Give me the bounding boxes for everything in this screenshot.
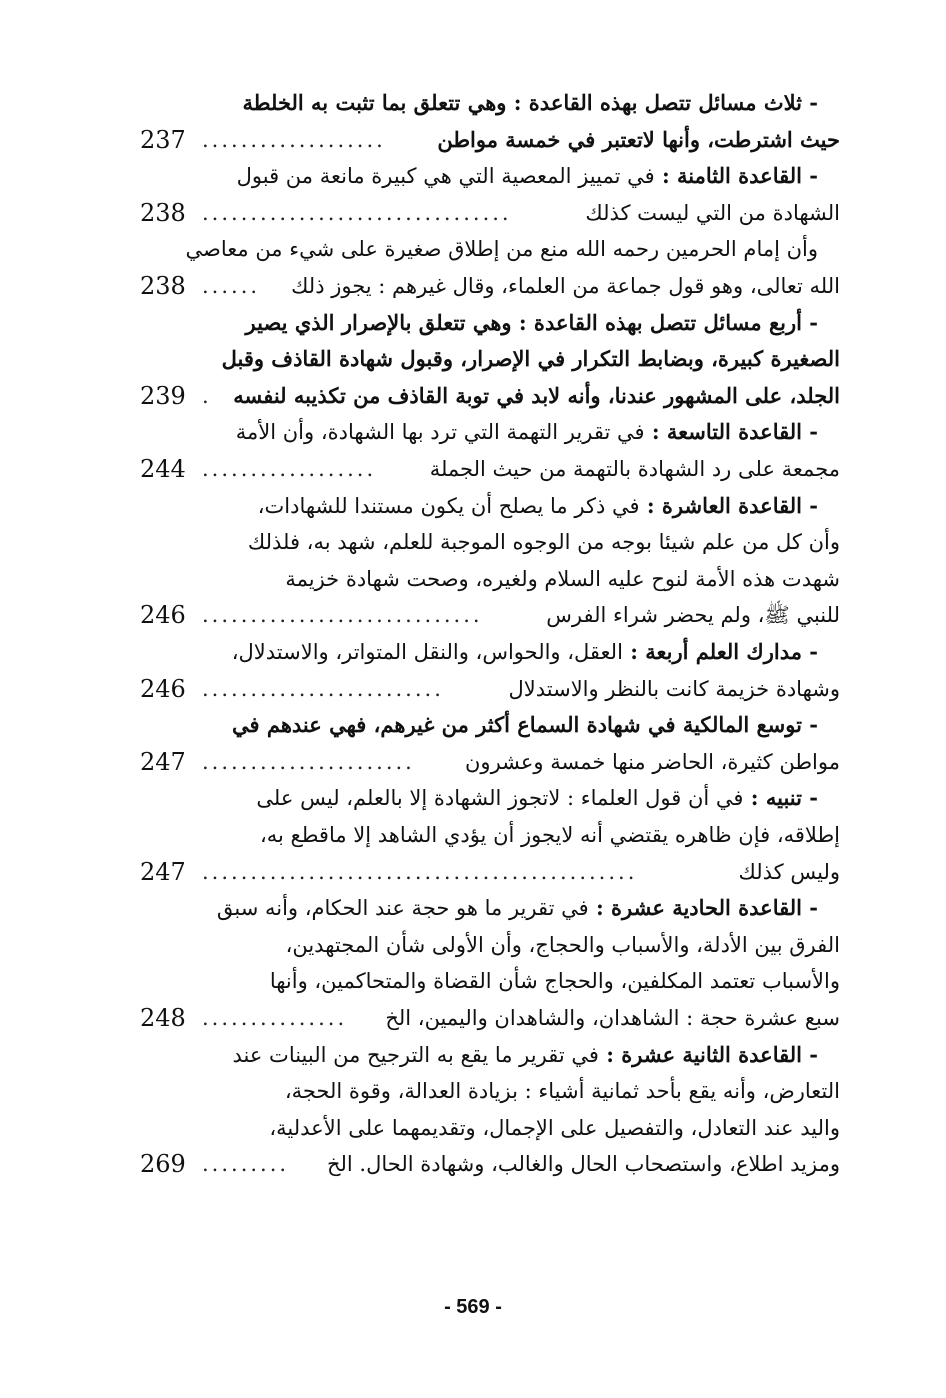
- toc-entry-text: [385, 1001, 840, 1035]
- toc-line: [140, 635, 840, 669]
- toc-line: [140, 598, 840, 632]
- toc-entry-body: في تقرير ما يقع به الترجيح من البينات عند: [232, 1042, 599, 1067]
- toc-page-number: 239: [140, 381, 186, 410]
- toc-page-number: 238: [140, 198, 186, 227]
- toc-entry-body: الشهادة من التي ليست كذلك: [585, 200, 840, 225]
- toc-entry-body: والأسباب تعتمد المكلفين، والحجاج شأن القضاة والمتحاكمين، وأنها: [269, 969, 840, 994]
- toc-entry-heading: - القاعدة التاسعة :: [644, 419, 818, 445]
- leader-dots: ..................: [202, 457, 377, 481]
- toc-line: [140, 891, 840, 925]
- toc-entry-body: الصغيرة كبيرة، وبضابط التكرار في الإصرار، وقبول شهادة القاذف وقبل: [221, 346, 840, 372]
- toc-entry-text: [256, 781, 818, 815]
- leader-dots: .............................: [202, 603, 483, 628]
- toc-line: [140, 818, 840, 852]
- toc-line: [140, 525, 840, 559]
- toc-entry-body: سبع عشرة حجة : الشاهدان، والشاهدان واليمين، الخ: [385, 1006, 840, 1030]
- toc-entry-heading: - القاعدة الثامنة :: [654, 163, 818, 189]
- toc-entry-body: وشهادة خزيمة كانت بالنظر والاستدلال: [508, 676, 840, 701]
- toc-entry-text: [258, 489, 818, 523]
- leader-dots: ......................: [202, 749, 415, 774]
- toc-line: [140, 1074, 840, 1108]
- toc-page-number: 237: [140, 125, 186, 154]
- leader-dots: ................................: [202, 200, 512, 225]
- toc-entry-text: [285, 562, 840, 596]
- toc-line: [140, 123, 840, 157]
- toc-entry-text: [243, 86, 818, 120]
- toc-entry-text: [430, 452, 840, 486]
- toc-entry-heading: - تنبيه :: [743, 785, 818, 811]
- toc-line: [140, 269, 840, 303]
- toc-entry-text: [546, 598, 840, 632]
- toc-entry-body: واليد عند التعادل، والتفصيل على الإجمال، وتقديمهما على الأعدلية،: [269, 1115, 840, 1140]
- toc-line: [140, 672, 840, 706]
- toc-entry-body: الجلد، على المشهور عندنا، وأنه لابد في توبة القاذف من تكذيبه لنفسه: [233, 382, 840, 408]
- toc-entry-body: التعارض، وأنه يقع بأحد ثمانية أشياء : بزيادة العدالة، وقوة الحجة،: [284, 1079, 840, 1104]
- toc-entry-text: [437, 123, 840, 157]
- toc-entry-body: الفرق بين الأدلة، والأسباب والحجاج، وأن الأولى شأن المجتهدين،: [285, 932, 840, 957]
- toc-entry-body: الله تعالى، وهو قول جماعة من العلماء، وقال غيرهم : يجوز ذلك: [291, 274, 840, 298]
- toc-page-number: 246: [140, 601, 186, 630]
- toc-entry-heading: - القاعدة العاشرة :: [639, 492, 818, 518]
- toc-line: [140, 159, 840, 193]
- leader-dots: .........: [202, 1152, 290, 1177]
- toc-entry-text: [246, 306, 818, 340]
- toc-page-number: 248: [140, 1004, 186, 1032]
- toc-line: [140, 708, 840, 742]
- toc-entry-text: [233, 379, 840, 413]
- toc-entry-text: [285, 1074, 840, 1108]
- toc-entry-text: [327, 1147, 840, 1181]
- toc-entry-text: [509, 672, 840, 706]
- toc-entry-heading: - ثلاث مسائل تتصل بهذه القاعدة :: [506, 90, 818, 115]
- toc-entry-text: [260, 818, 840, 852]
- toc-entry-text: [270, 964, 840, 998]
- toc-entry-text: [286, 928, 840, 962]
- page-number-footer: - 569 -: [444, 1296, 502, 1318]
- toc-entry-body: العقل، والحواس، والنقل المتواتر، والاستدلال،: [231, 640, 623, 664]
- toc-entry-heading: - القاعدة الحادية عشرة :: [588, 895, 818, 921]
- toc-entry-body: شهدت هذه الأمة لنوح عليه السلام ولغيره، وصحت شهادة خزيمة: [285, 566, 840, 591]
- toc-line: [140, 964, 840, 998]
- toc-line: [140, 342, 840, 376]
- toc-entry-body: في ذكر ما يصلح أن يكون مستندا للشهادات،: [257, 493, 640, 518]
- toc-line: [140, 562, 840, 596]
- toc-line: [140, 1038, 840, 1072]
- toc-entry-body: مجمعة على رد الشهادة بالتهمة من حيث الجملة: [429, 457, 840, 481]
- toc-line: [140, 1147, 840, 1181]
- toc-entry-body: إطلاقه، فإن ظاهره يقتضي أنه لايجوز أن يؤدي الشاهد إلا ماقطع به،: [259, 823, 840, 847]
- toc-entry-text: [237, 159, 818, 193]
- toc-entry-text: [232, 1038, 818, 1072]
- toc-line: [140, 196, 840, 230]
- toc-entry-text: [222, 342, 840, 376]
- toc-entry-text: [291, 269, 840, 303]
- toc-entry-heading: - أربع مسائل تتصل بهذه القاعدة :: [511, 309, 818, 335]
- toc-entry-text: [236, 415, 818, 449]
- toc-entry-text: [232, 708, 818, 742]
- toc-line: [140, 415, 840, 449]
- toc-line: [140, 306, 840, 340]
- toc-entry-heading: - القاعدة الثانية عشرة :: [598, 1041, 818, 1067]
- toc-entry-heading: - توسع المالكية في شهادة السماع أكثر من غيرهم،: [366, 712, 818, 738]
- toc-entry-text: [585, 196, 840, 230]
- toc-line: [140, 86, 840, 120]
- toc-page-number: 238: [140, 272, 186, 300]
- toc-entry-body: ومزيد اطلاع، واستصحاب الحال والغالب، وشهادة الحال. الخ: [326, 1152, 840, 1177]
- toc-entry-body: فهي عندهم في: [231, 712, 367, 738]
- toc-entry-text: [232, 635, 818, 669]
- toc-entry-body: وأن كل من علم شيئا بوجه من الوجوه الموجبة للعلم، شهد به، فلذلك: [247, 530, 840, 555]
- toc-entry-body: للنبي ﷺ، ولم يحضر شراء الفرس: [546, 603, 840, 628]
- toc-line: [140, 379, 840, 413]
- toc-line: [140, 1001, 840, 1035]
- leader-dots: ......: [202, 274, 261, 298]
- leader-dots: .........................: [202, 676, 444, 701]
- toc-line: [140, 452, 840, 486]
- toc-entry-text: [217, 891, 818, 925]
- leader-dots: ...............: [202, 1006, 348, 1030]
- toc-page-number: 269: [140, 1150, 186, 1179]
- toc-line: [140, 928, 840, 962]
- leader-dots: .: [202, 383, 212, 408]
- toc-page-number: 247: [140, 747, 186, 776]
- toc-page-number: 246: [140, 674, 186, 703]
- toc-page-number: 247: [140, 857, 186, 886]
- leader-dots: .............................................: [202, 859, 638, 884]
- toc-entry-body: في تقرير التهمة التي ترد بها الشهادة، وأن الأمة: [235, 420, 645, 445]
- leader-dots: ...................: [202, 127, 386, 152]
- toc-entry-text: [465, 745, 840, 779]
- toc-entry-body: وهي تتعلق بما تثبت به الخلطة: [242, 90, 507, 115]
- toc-line: [140, 745, 840, 779]
- toc-entry-body: في تقرير ما هو حجة عند الحكام، وأنه سبق: [216, 896, 589, 921]
- toc-page-number: 244: [140, 455, 186, 483]
- toc-entry-text: [248, 525, 840, 559]
- toc-entry-body: حيث اشترطت، وأنها لاتعتبر في خمسة مواطن: [437, 126, 840, 152]
- toc-entry-body: وليس كذلك: [738, 859, 840, 884]
- toc-line: [140, 489, 840, 523]
- toc-entry-text: [269, 1111, 840, 1145]
- toc-entry-heading: - مدارك العلم أربعة :: [622, 639, 818, 664]
- toc-entry-body: مواطن كثيرة، الحاضر منها خمسة وعشرون: [465, 749, 840, 774]
- toc-line: [140, 781, 840, 815]
- toc-entry-body: في تمييز المعصية التي هي كبيرة مانعة من قبول: [236, 164, 655, 189]
- toc-entry-text: [186, 232, 818, 266]
- toc-entry-body: في أن قول العلماء : لاتجوز الشهادة إلا بالعلم، ليس على: [256, 786, 744, 811]
- toc-entry-body: وأن إمام الحرمين رحمه الله منع من إطلاق صغيرة على شيء من معاصي: [185, 237, 818, 262]
- toc-entry-body: وهي تتعلق بالإصرار الذي يصير: [245, 309, 512, 335]
- toc-line: [140, 1111, 840, 1145]
- toc-entry-text: [739, 855, 840, 889]
- toc-line: [140, 855, 840, 889]
- toc-line: [140, 232, 840, 266]
